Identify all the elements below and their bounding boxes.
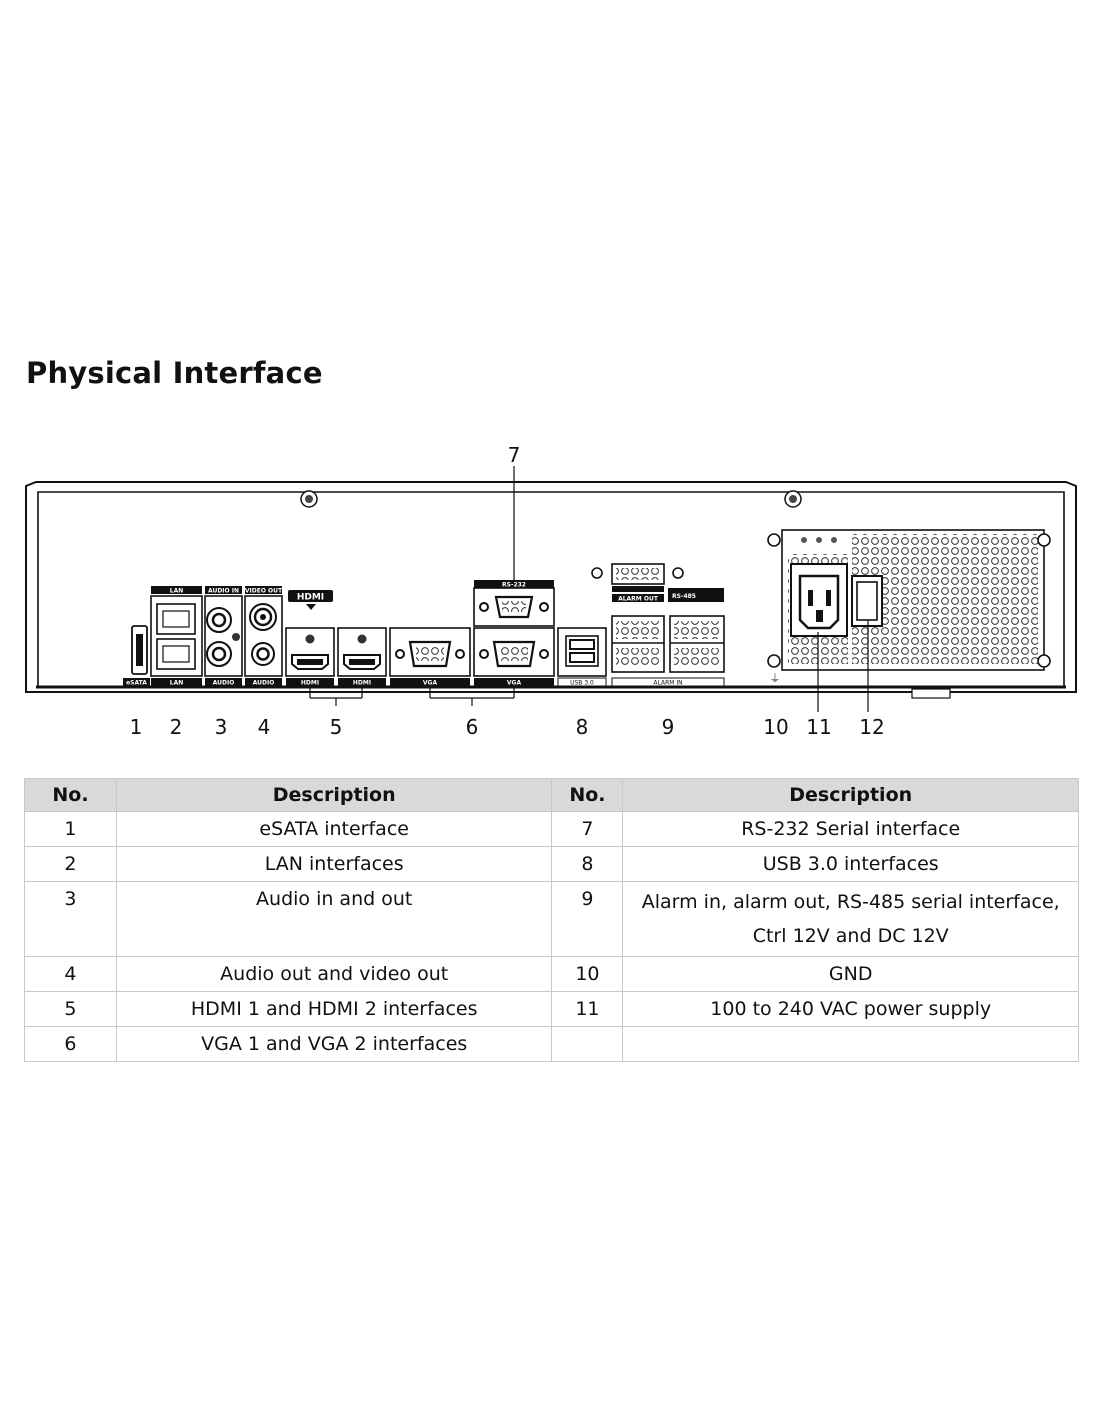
callout-11: 11 xyxy=(806,715,832,739)
interface-table xyxy=(24,778,1079,1062)
callout-4: 4 xyxy=(257,715,271,739)
callout-12: 12 xyxy=(859,715,885,739)
callout-3: 3 xyxy=(214,715,228,739)
rear-panel-diagram xyxy=(0,436,1100,756)
row-description-line-1: Alarm in, alarm out, RS-485 serial interface, xyxy=(641,891,1060,913)
row-description xyxy=(623,1027,1079,1062)
callout-6: 6 xyxy=(465,715,479,739)
table-header-row xyxy=(25,779,1079,812)
usb-label: USB 3.0 xyxy=(570,679,594,687)
audio-out-label: AUDIO xyxy=(252,679,275,687)
row-description: RS-232 Serial interface xyxy=(623,812,1079,847)
power-section xyxy=(768,530,1050,685)
row-description: GND xyxy=(623,957,1079,992)
row-number: 11 xyxy=(552,992,623,1027)
row-number xyxy=(552,1027,623,1062)
esata-label: eSATA xyxy=(126,679,147,687)
hdmi-logo: HDMI xyxy=(296,592,325,603)
callout-2: 2 xyxy=(169,715,183,739)
callout-9: 9 xyxy=(661,715,675,739)
audio-in-label: AUDIO IN xyxy=(208,587,239,595)
callout-8: 8 xyxy=(575,715,589,739)
header-no-2: No. xyxy=(552,779,623,812)
row-description-line-2: Ctrl 12V and DC 12V xyxy=(752,925,949,947)
row-number: 6 xyxy=(25,1027,117,1062)
alarm-in-label: ALARM IN xyxy=(653,679,683,687)
row-number: 10 xyxy=(552,957,623,992)
table-row xyxy=(25,992,1079,1027)
row-description: USB 3.0 interfaces xyxy=(623,847,1079,882)
lan-bottom-label: LAN xyxy=(169,679,184,687)
row-description xyxy=(623,882,1079,957)
row-number: 5 xyxy=(25,992,117,1027)
hdmi2-label: HDMI xyxy=(352,679,372,687)
header-no-1: No. xyxy=(25,779,117,812)
header-description-1: Description xyxy=(116,779,552,812)
row-number: 9 xyxy=(552,882,623,957)
lan-top-label: LAN xyxy=(169,587,184,595)
header-description-2: Description xyxy=(623,779,1079,812)
audio-ports xyxy=(205,586,242,687)
callout-10: 10 xyxy=(763,715,789,739)
table-row xyxy=(25,847,1079,882)
table-row xyxy=(25,812,1079,847)
row-number: 8 xyxy=(552,847,623,882)
vga2-label: VGA xyxy=(506,679,522,687)
row-description: 100 to 240 VAC power supply xyxy=(623,992,1079,1027)
row-description: Audio out and video out xyxy=(116,957,552,992)
row-number: 2 xyxy=(25,847,117,882)
row-number: 3 xyxy=(25,882,117,957)
lan-ports xyxy=(151,586,202,687)
video-out-label: VIDEO OUT xyxy=(244,587,283,595)
vga1-label: VGA xyxy=(422,679,438,687)
table-row xyxy=(25,1027,1079,1062)
callout-7: 7 xyxy=(507,443,521,467)
page-title: Physical Interface xyxy=(26,356,323,390)
rs232-port xyxy=(474,580,554,626)
row-number: 1 xyxy=(25,812,117,847)
row-description: VGA 1 and VGA 2 interfaces xyxy=(116,1027,552,1062)
callout-1: 1 xyxy=(129,715,143,739)
row-description: Audio in and out xyxy=(116,882,552,957)
alarm-out-label: ALARM OUT xyxy=(618,595,658,603)
row-description: HDMI 1 and HDMI 2 interfaces xyxy=(116,992,552,1027)
rs485-label: RS-485 xyxy=(672,593,696,600)
row-description: LAN interfaces xyxy=(116,847,552,882)
row-number: 7 xyxy=(552,812,623,847)
row-description: eSATA interface xyxy=(116,812,552,847)
rs232-label: RS-232 xyxy=(502,581,526,589)
gnd-icon: ⏚ xyxy=(769,672,781,685)
row-number: 4 xyxy=(25,957,117,992)
callout-5: 5 xyxy=(329,715,343,739)
video-audio-out-ports xyxy=(245,586,283,687)
usb-ports xyxy=(558,628,606,687)
hdmi1-label: HDMI xyxy=(300,679,320,687)
audio-label: AUDIO xyxy=(212,679,235,687)
table-row xyxy=(25,957,1079,992)
table-row xyxy=(25,882,1079,957)
